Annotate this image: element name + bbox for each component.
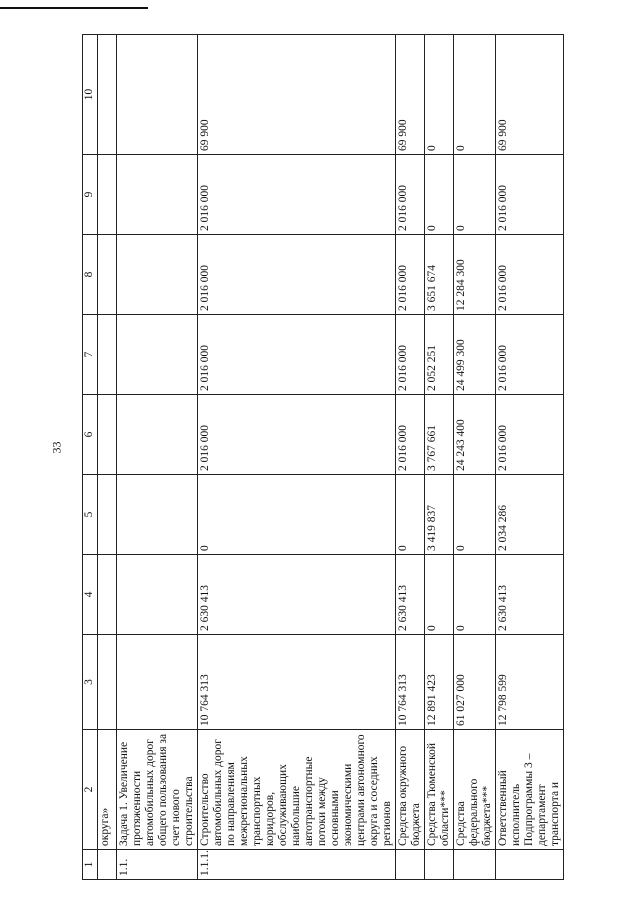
cell: 2 016 000 (198, 235, 396, 315)
cell: 69 900 (496, 35, 564, 155)
cell: 69 900 (396, 35, 425, 155)
cell: 69 900 (198, 35, 396, 155)
cell: 24 243 400 (454, 395, 496, 475)
cell: 2 630 413 (496, 555, 564, 635)
row-code (396, 850, 425, 880)
table-row (198, 35, 396, 880)
table-row (425, 35, 454, 880)
empty-cell (98, 555, 117, 635)
cell: 3 767 661 (425, 395, 454, 475)
row-name: Средства федерального бюджета*** (454, 730, 496, 850)
empty-cell (98, 35, 117, 155)
empty-cell (98, 475, 117, 555)
row-name: Средства Тюменской области*** (425, 730, 454, 850)
col-header: 9 (83, 155, 98, 235)
cell: 2 016 000 (496, 315, 564, 395)
row-name: Средства окружного бюджета (396, 730, 425, 850)
col-header: 6 (83, 395, 98, 475)
cell: 0 (425, 555, 454, 635)
row-name: Строительство автомобильных дорог по направлениям межрегиональных транспортных коридоров, обслуживающих наибольшие автотранспортные потоки между основными экономическими центрами автономного округа и соседних регионов (198, 730, 396, 850)
cell: 0 (198, 475, 396, 555)
col-header: 7 (83, 315, 98, 395)
cell: 2 016 000 (496, 395, 564, 475)
cell: 24 499 300 (454, 315, 496, 395)
table-row (396, 35, 425, 880)
cell: 0 (396, 475, 425, 555)
cell: 2 016 000 (396, 235, 425, 315)
col-header: 4 (83, 555, 98, 635)
cell: 0 (425, 155, 454, 235)
cell: 0 (454, 475, 496, 555)
empty-cell (98, 395, 117, 475)
cell: 0 (454, 35, 496, 155)
row-code: 1.1.1. (198, 850, 396, 880)
continuation-row (98, 35, 117, 880)
cell: 10 764 313 (198, 635, 396, 730)
cell: 3 419 837 (425, 475, 454, 555)
row-code (496, 850, 564, 880)
cell (117, 395, 198, 475)
row-code (425, 850, 454, 880)
row-name: Ответственный исполнитель Подпрограммы 3 – департамент транспорта и (496, 730, 564, 850)
empty-cell (98, 635, 117, 730)
cell (117, 315, 198, 395)
col-header: 1 (83, 850, 98, 880)
cell: 2 630 413 (198, 555, 396, 635)
table-row (496, 35, 564, 880)
cell: 0 (425, 35, 454, 155)
cell: 2 016 000 (198, 155, 396, 235)
cell: 2 016 000 (198, 315, 396, 395)
empty-cell (98, 155, 117, 235)
cell: 2 052 251 (425, 315, 454, 395)
top-rule (0, 7, 148, 9)
cell (117, 475, 198, 555)
cell (117, 155, 198, 235)
continuation-text: округа» (98, 730, 117, 850)
cell: 0 (454, 155, 496, 235)
cell: 3 651 674 (425, 235, 454, 315)
cell: 12 284 300 (454, 235, 496, 315)
cell: 2 016 000 (198, 395, 396, 475)
col-header: 3 (83, 635, 98, 730)
col-header: 10 (83, 35, 98, 155)
cell: 0 (454, 555, 496, 635)
cell: 2 016 000 (496, 155, 564, 235)
cell: 2 016 000 (396, 155, 425, 235)
budget-table (82, 34, 564, 880)
col-header: 8 (83, 235, 98, 315)
row-code (454, 850, 496, 880)
table-row (117, 35, 198, 880)
cell: 12 798 599 (496, 635, 564, 730)
header-row (83, 35, 98, 880)
row-name: Задача 1. Увеличение протяженности автомобильных дорог общего пользования за счет нового строительства (117, 730, 198, 850)
cell: 61 027 000 (454, 635, 496, 730)
cell: 2 016 000 (396, 395, 425, 475)
cell (117, 235, 198, 315)
empty-cell (98, 315, 117, 395)
rotated-page (82, 35, 612, 880)
cell: 10 764 313 (396, 635, 425, 730)
row-code: 1.1. (117, 850, 198, 880)
cell: 2 630 413 (396, 555, 425, 635)
cell: 2 016 000 (496, 235, 564, 315)
cell (117, 555, 198, 635)
cell: 12 891 423 (425, 635, 454, 730)
cell: 2 034 286 (496, 475, 564, 555)
page-number: 33 (49, 441, 64, 454)
col-header: 2 (83, 730, 98, 850)
empty-cell (98, 235, 117, 315)
table-row (454, 35, 496, 880)
cell: 2 016 000 (396, 315, 425, 395)
col-header: 5 (83, 475, 98, 555)
cell (117, 635, 198, 730)
cell (117, 35, 198, 155)
